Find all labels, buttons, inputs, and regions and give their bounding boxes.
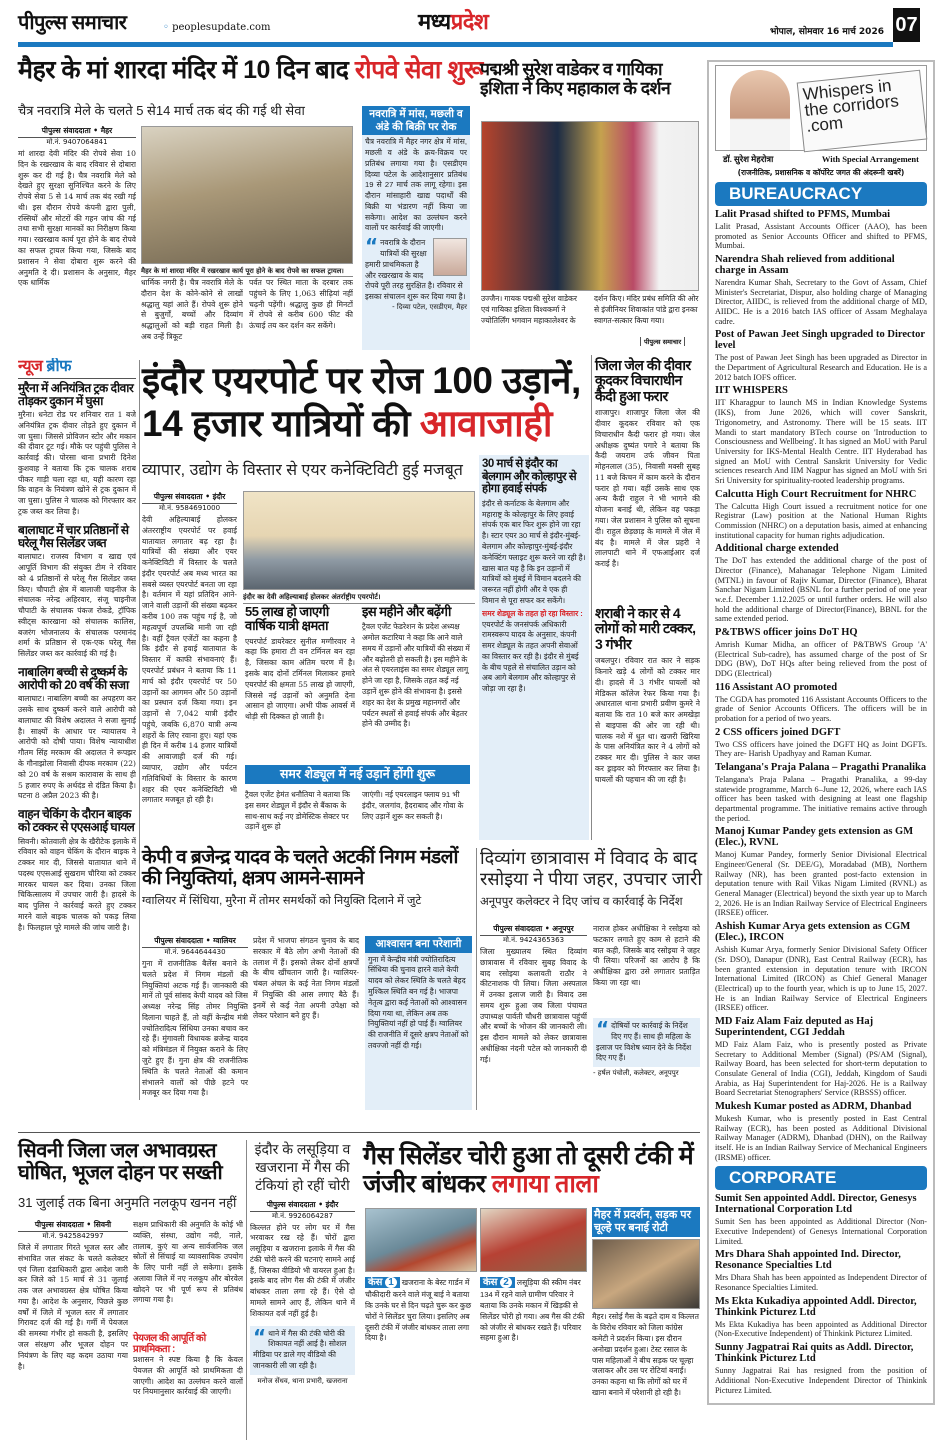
article-body: प्रशासन ने स्पष्ट किया है कि केवल पेयजल की आपूर्ति को प्राथमिकता दी जाएगी। आदेश का उल्लंघन करने वालों पर नियमानुसार कार्रवाई की जाएगी। bbox=[133, 1355, 243, 1397]
columnist-name: डॉ. सुरेश मेहरोत्रा bbox=[723, 154, 774, 164]
column-divider bbox=[139, 360, 140, 1100]
whisper-headline: Sumit Sen appointed Addl. Director, Genesys International Corporation Ltd bbox=[715, 1193, 917, 1216]
whispers-column bbox=[707, 60, 935, 1405]
cylinder-photo-2 bbox=[480, 1208, 587, 1272]
website-text: peoplesupdate.com bbox=[172, 22, 271, 33]
mobile-number: मो.नं. 9584691000 bbox=[158, 504, 221, 512]
section-header-bureaucracy: BUREAUCRACY bbox=[715, 182, 927, 206]
quote-icon: “ bbox=[253, 1324, 267, 1349]
whisper-headline: MD Faiz Alam Faiz deputed as Haj Superintendent, CGI Jeddah bbox=[715, 1015, 874, 1038]
quote-attribution: मनोज सेंधव, थाना प्रभारी, खजराना bbox=[257, 1376, 348, 1385]
columnist-credit bbox=[715, 154, 927, 165]
indore-headline bbox=[142, 360, 592, 445]
maihar-sidebar bbox=[362, 106, 470, 350]
case-1 bbox=[365, 1276, 477, 1344]
gas-headline bbox=[363, 1143, 703, 1198]
byline: पीपुल्स संवाददाता • अनूपपुर bbox=[480, 924, 587, 936]
brief-body: मुरैना। धनेटा रोड पर शनिवार रात 1 बजे अनियंत्रित ट्रक दीवार तोड़ते हुए दुकान में जा घुसा। जिससे प्रोविजन स्टोर और मकान की दीवार टूट गई। मौके पर पहुंची पुलिस ने कार्रवाई की। पोरसा थाना प्रभारी दिनेश कुशवाह ने बताया कि ट्रक चालक शराब पीकर गाड़ी चला रहा था, यही कारण रहा कि वाहन के नियंत्रण खोने से ट्रक दुकान में जा घुसा। पुलिस ने चालक को गिरफ्तार कर ट्रक जब्त कर लिया है। bbox=[18, 409, 136, 516]
whisper-headline: Narendra Shah relieved from additional charge in Assam bbox=[715, 254, 895, 277]
brief-body: सिवनी। कोतवाली क्षेत्र के खैरीटेक इलाके में रविवार को वाहन चेकिंग के दौरान बाइक ने टक्कर मार दी, जिससे यातायात थाने में पदस्थ एएसआई सुखराम चौरिया को टक्कर मारकर घायल कर दिया। उनका जिला चिकित्सालय में उपचार जारी है। हादसे के बाद पुलिस ने कार्रवाई करते हुए टक्कर मारने वाले बाइक चालक को पकड़ लिया है। फिलहाल पूरे मामले की जांच जारी है। bbox=[18, 836, 136, 932]
quote-attribution: - दिव्या पटेल, एसडीएम, मैहर bbox=[392, 302, 467, 311]
whisper-headline: Manoj Kumar Pandey gets extension as GM (Elec.), RVNL bbox=[715, 826, 914, 849]
whisper-headline: Additional charge extended bbox=[715, 543, 839, 555]
divyang-col2 bbox=[593, 924, 700, 1078]
quote-icon: “ bbox=[596, 1017, 610, 1041]
whisper-body: Lalit Prasad, Assistant Accounts Officer (AAO), has been promoted as Senior Accounts Officer and shifted to PFMS, Mumbai. bbox=[715, 222, 927, 251]
whisper-body: Mrs Dhara Shah has been appointed as Independent Director of Resonance Specialties Limited. bbox=[715, 1273, 927, 1293]
whisper-body: Amrish Kumar Midha, an officer of P&TBWS Group 'A' (Electrical Sub-cadre), has assumed charge of the post of Sr DDG (BW), DoT HQs after being relieved from the post of DDG (Electrical) bbox=[715, 639, 927, 678]
indore-headline-line2: 14 हजार यात्रियों की bbox=[142, 402, 410, 444]
maihar-protest bbox=[592, 1207, 700, 1444]
news-brief-title bbox=[18, 358, 136, 379]
case-body bbox=[365, 1276, 477, 1344]
box-body: गुना में केन्द्रीय मंत्री ज्योतिरादित्य सिंधिया की चुनाव हारने वाले केपी यादव को लेकर स्थिति के चलते बेहद मुश्किल स्थिति बन गई है। भाजपा नेतृत्व द्वारा कई नेताओं को आश्वासन दिया गया था, लेकिन अब तक नियुक्तियां नहीं हो पाई हैं। ग्वालियर की राजनीति में दूसरे क्षत्रप नेताओं को तवज्जो नहीं दी गई। bbox=[368, 954, 469, 1050]
byline: पीपुल्स संवाददाता • ग्वालियर bbox=[142, 936, 248, 948]
accident-headline: शराबी ने कार से 4 लोगों को मारी टक्कर, 3 गंभीर bbox=[595, 605, 696, 652]
protest-photo bbox=[592, 1239, 700, 1309]
summer-body: जाएंगी। नई एयरलाइन फ्लाय 91 भी इंदौर, जलगांव, हैदराबाद और गोवा के लिए उड़ानें शुरू कर सकती है। bbox=[362, 790, 464, 821]
news-brief-column bbox=[18, 358, 136, 1098]
columnist-photo bbox=[730, 70, 790, 150]
whisper-body: Ashish Kumar Arya, formerly Senior Divisional Safety Officer (Sr. DSO), Danapur (DNR), East Central Railway (ECR), has been granted extension in deputation tenure with IRCON International Limited (IRCON) as Chief General Manager (Electrical) up to the fourth year, which is up to June 15, 2027. He is an Indian Railway Service of Electrical Engineers (IRSEE) officer. bbox=[715, 945, 927, 1013]
more-flights-box bbox=[362, 605, 474, 730]
whisper-body: Ms Ekta Kukadiya has been appointed as Additional Director (Non-Executive Independent) of Thinkink Picturez Limited. bbox=[715, 1319, 927, 1339]
quote-attribution: - हर्षल पंचोली, कलेक्टर, अनूपपुर bbox=[593, 1069, 679, 1078]
case-number: 1 bbox=[385, 1277, 397, 1288]
byline: पीपुल्स संवाददाता • मैहर bbox=[18, 126, 136, 138]
mahakal-headline: पद्मश्री सुरेश वाडेकर व गायिका इशिता ने किए महाकाल के दर्शन bbox=[480, 59, 671, 99]
belgaum-sidebar bbox=[479, 455, 589, 840]
protest-title: मैहर में प्रदर्शन, सड़क पर चूल्हे पर बनाई रोटी bbox=[592, 1207, 700, 1237]
whisper-body: The Calcutta High Court issued a recruitment notice for one Registrar (Law) position at the National Human Rights Commission (NHRC) on a deputation basis, aimed at enhancing institutional capacity for human rights adjudication. bbox=[715, 501, 927, 540]
website-link[interactable] bbox=[163, 22, 271, 33]
whisper-headline: Telangana's Praja Palana – Pragathi Pranalika bbox=[715, 762, 927, 774]
mobile-number: मो.नं. 9424365363 bbox=[502, 936, 565, 944]
sidebar-red-subhead: समर शेड्यूल के तहत हो रहा विस्तार : bbox=[482, 608, 583, 618]
article-body: मां शारदा देवी मंदिर की रोपवे सेवा 10 दिन के रखरखाव के बाद रविवार से दोबारा शुरू कर दी गई है। चैत्र नवरात्रि मेले को देखते हुए सुरक्षा सुनिश्चित करने के लिए रोपवे सेवा 5 से 14 मार्च तक बंद रखी गई थी। इस दौरान रोपवे कंपनी द्वारा पुली, रस्सियों और मोटरों की गहन जांच की गई तथा सभी सुरक्षा मानकों का निरीक्षण किया गया। रखरखाव कार्य पूरा होने के बाद रोपवे का सफल ट्रायल किया गया, जिसके बाद प्रशासन ने सेवा दोबारा शुरू करने की अनुमति दे दी। प्रशासन के अनुसार, मैहर एक धार्मिक bbox=[18, 149, 136, 288]
sidebar-title: नवरात्रि में मांस, मछली व अंडे की बिक्री पर रोक bbox=[362, 106, 470, 135]
case-badge bbox=[365, 1277, 400, 1288]
sdm-quote bbox=[365, 234, 467, 312]
article-body: किल्लत होने पर लोग घर में गैस भरवाकर रख रहे हैं। चोरों द्वारा लसूड़िया व खजराना इलाके में गैस की टंकी चोरी करने की घटनाएं सामने आई हैं, जिसका वीडियो भी वायरल हुआ है। इसके बाद लोग गैस की टंकी में जंजीर बांधकर ताला लगा रहे हैं। ऐसे दो मामले सामने आए हैं, लेकिन थाने में शिकायत दर्ज नहीं हुई है। bbox=[250, 1222, 355, 1318]
indore-col1 bbox=[142, 492, 237, 845]
whisper-headline: IIT WHISPERS bbox=[715, 385, 788, 397]
whisper-headline: Ms Ekta Kukadiya appointed Addl. Director, Thinkink Picturez Ltd bbox=[715, 1295, 917, 1318]
sidebar-title: 30 मार्च से इंदौर का बेलगाम और कोल्हापुर से होगा हवाई संपर्क bbox=[482, 458, 577, 496]
mobile-number: मो.नं. 9926064287 bbox=[271, 1211, 334, 1220]
section-rule bbox=[18, 1132, 700, 1133]
brief-headline: मुरैना में अनियंत्रित ट्रक दीवार तोड़कर दुकान में घुसा bbox=[18, 380, 134, 408]
sdm-photo bbox=[433, 238, 467, 276]
photo-caption: मैहर के मां शारदा मंदिर में रखरखाव कार्य पूरा होने के बाद रोपवे का सफल ट्रायल। bbox=[141, 265, 353, 277]
sivni-subhead: 31 जुलाई तक बिना अनुमति नलकूप खनन नहीं bbox=[18, 1195, 237, 1210]
sidebar-body: चैत्र नवरात्रि में मैहर नगर क्षेत्र में मांस, मछली व अंडे के क्रय-विक्रय पर प्रतिबंध लगाया गया है। एसडीएम दिव्या पटेल के आदेशानुसार प्रतिबंध 19 से 27 मार्च तक लागू रहेगा। इस दौरान मांसाहारी खाद्य पदार्थों की बिक्री या भंडारण नहीं किया जा सकेगा। आदेश का उल्लंघन करने वालों पर कार्रवाई की जाएगी। bbox=[365, 137, 467, 233]
article-body: देवी अहिल्याबाई होलकर अंतरराष्ट्रीय एयरपोर्ट पर हवाई यातायात लगातार बढ़ रहा है। यात्रियों की संख्या और एयर कनेक्टिविटी में विस्तार के चलते इंदौर एयरपोर्ट अब मध्य भारत का सबसे व्यस्त एयरपोर्ट बनता जा रहा है। वर्तमान में यहां प्रतिदिन आने-जाने वाली उड़ानों की संख्या बढ़कर करीब 100 तक पहुंच गई है, जो महत्वपूर्ण उपलब्धि मानी जा रही है। वहीं ट्रैवल एजेंटों का कहना है कि इंदौर से हवाई यातायात के विस्तार में काफी संभावनाएं हैं। एयरपोर्ट प्रबंधन ने बताया कि 11 मार्च को इंदौर एयरपोर्ट पर 50 उड़ानों का आगमन और 50 उड़ानों का प्रस्थान दर्ज किया गया। इन उड़ानों से 7,042 यात्री इंदौर पहुंचे, जबकि 6,870 यात्री अन्य शहरों के लिए रवाना हुए। यहां एक ही दिन में करीब 14 हजार यात्रियों की आवाजाही दर्ज की गई। व्यापार, उद्योग और पर्यटन गतिविधियों के विस्तार के कारण शहर की एयर कनेक्टिविटी भी लगातार मजबूत हो रही है। bbox=[142, 515, 237, 805]
column-divider bbox=[246, 1140, 247, 1440]
case-label: केस bbox=[483, 1277, 498, 1288]
whisper-headline: 2 CSS officers joined DGFT bbox=[715, 726, 841, 738]
gas-side-headline: इंदौर के लसूड़िया व खजराना में गैस की टंकियां हो रहीं चोरी bbox=[254, 1141, 351, 1194]
section-title bbox=[418, 10, 488, 34]
sidebar-body-2 bbox=[482, 609, 586, 695]
case-label: केस bbox=[368, 1277, 383, 1288]
divyang-subhead: अनूपपुर कलेक्टर ने दिए जांच व कार्रवाई के निर्देश bbox=[480, 896, 683, 908]
article-body: सक्षम प्राधिकारी की अनुमति के कोई भी व्यक्ति, संस्था, उद्योग नदी, नाले, तालाब, कुएं या अन्य सार्वजनिक जल स्रोतों से सिंचाई या व्यावसायिक उपयोग के लिए पानी नहीं ले सकेगा। इसके अलावा जिले में नए नलकूप और बोरवेल खोदने पर भी पूर्ण रूप से प्रतिबंध लगाया गया है। bbox=[133, 1220, 243, 1305]
section-header-corporate: CORPORATE bbox=[715, 1166, 927, 1190]
whisper-headline: Mukesh Kumar posted as ADRM, Dhanbad bbox=[715, 1100, 912, 1112]
whisper-body: Sumit Sen has been appointed as Additional Director (Non-Executive Independent) of Genesys International Corporation Limited. bbox=[715, 1217, 927, 1246]
whisper-headline: 116 Assistant AO promoted bbox=[715, 681, 838, 693]
box-body: ट्रैवल एजेंट फेडरेशन के प्रदेश अध्यक्ष अमोल कटारिया ने कहा कि आने वाले समय में उड़ानों और यात्रियों की संख्या में और बढ़ोतरी हो सकती है। इस महीने के अंत से एयरलाइंस का समर शेड्यूल लागू होने जा रहा है, जिसके तहत कई नई उड़ानें शुरू होने की संभावना है। इससे शहर का देश के प्रमुख महानगरों और पर्यटन स्थलों से हवाई संपर्क और बेहतर होने की उम्मीद है। bbox=[362, 622, 470, 729]
whisper-body: The post of Pawan Jeet Singh has been upgraded as Director in the Department of Agricultural Research and Education. He is a 2012 batch IOFS officer. bbox=[715, 353, 927, 382]
jail-story bbox=[595, 358, 700, 588]
summer-schedule-banner: समर शेड्यूल में नई उड़ानें होंगी शुरू bbox=[245, 765, 470, 784]
whisper-body: Sunny Jagpatrai Rai has resigned from the position of Additional Non-Executive Independent Director of Thinkink Picturez Limited. bbox=[715, 1366, 927, 1395]
quote-icon: “ bbox=[365, 234, 379, 259]
sidebar-body-text: एयरपोर्ट के जनसंपर्क अधिकारी रामस्वरूप यादव के अनुसार, कंपनी समर शेड्यूल के तहत अपनी सेवाओं का विस्तार कर रही है। इंदौर से मुंबई के बीच पहले से संचालित उड़ान को अब आगे बेलगाम और कोल्हापुर से जोड़ा जा रहा है। bbox=[482, 619, 579, 694]
case-badge bbox=[480, 1277, 515, 1288]
header-rule bbox=[18, 42, 893, 47]
quote-text: थाने में गैस की टंकी चोरी की शिकायत नहीं आई है। सोशल मीडिया पर डाले गए वीडियो की जानकारी ली जा रही है। bbox=[253, 1328, 347, 1370]
byline: पीपुल्स संवाददाता • इंदौर bbox=[142, 492, 237, 504]
summer-body: ट्रैवल एजेंट हेमंत धनौतिया ने बताया कि इस समर शेड्यूल में इंदौर से बैंकाक के साथ-साथ कई नए डोमेस्टिक सेक्टर पर उड़ानें शुरू हो bbox=[245, 790, 350, 832]
whisper-headline: Sunny Jagpatrai Rai quits as Addl. Director, Thinkink Picturez Ltd bbox=[715, 1342, 914, 1365]
news-brief-title-blue: ब्रीफ bbox=[46, 358, 71, 375]
box-title: आश्वासन बना परेशानी bbox=[365, 936, 472, 953]
case-text: खजराना के बेस्ट गार्डन में चौकीदारी करने वाले मंजू बाई ने बताया कि उनके घर से दिन चढ़ते चुरू कर कुछ चोरों ने सिलेंडर चुरा लिया। इसलिए अब दूसरी टंकी में जंजीर बांधकर ताला लगा दिया है। bbox=[365, 1278, 472, 1343]
photo-caption: दर्शन किए। मंदिर प्रबंध समिति की ओर से इंजीनियर शिवाकांत पांडे द्वारा इनका स्वागत-सत्कार किया गया। bbox=[594, 294, 699, 325]
gas-headline-red: लगाया ताला bbox=[491, 1169, 599, 1198]
jail-body: शाजापुर। शाजापुर जिला जेल की दीवार कूदकर रविवार को एक विचाराधीन कैदी फरार हो गया। जेल अधीक्षक दुष्यंत पगारे ने बताया कि कैदी जयराम उर्फ जीवन पिता मोहनलाल (35), निवासी मक्सी सुबह 11 बजे किचन में काम करने के दौरान फरार हो गया। वहीं उसके साथ एक अन्य कैदी राहुल ने भी भागने की योजना बनाई थी, लेकिन वह पकड़ा गया। जेल प्रशासन ने पुलिस को सूचना दी। राहुल छेड़छाड़ के मामले में जेल में बंद है। मामले में जेल प्रहरी ने लालपाटी थाने में एफआईआर दर्ज कराई है। bbox=[595, 408, 700, 569]
whispers-banner bbox=[715, 65, 927, 151]
sidebar-body: इंदौर से कर्नाटक के बेलगाम और महाराष्ट्र के कोल्हापुर के लिए हवाई संपर्क एक बार फिर शुरू होने जा रहा है। स्टार एयर 30 मार्च से इंदौर-मुंबई-बेलगाम और कोल्हापुर-मुंबई-इंदौर कनेक्टिंग फ्लाइट शुरू करने जा रही है। खास बात यह है कि इन उड़ानों में यात्रियों को मुंबई में विमान बदलने की जरूरत नहीं होगी और वे एक ही विमान से पूरा सफर कर सकेंगे। bbox=[482, 498, 586, 605]
maihar-col1 bbox=[18, 126, 136, 367]
box-title: इस महीने और बढ़ेंगी bbox=[362, 604, 451, 619]
ropeway-photo bbox=[141, 126, 353, 264]
divyang-headline: दिव्यांग छात्रावास में विवाद के बाद रसोइया ने पीया जहर, उपचार जारी bbox=[480, 848, 702, 890]
brief-headline: नाबालिग बच्ची से दुष्कर्म के आरोपी को 20 वर्ष की सजा bbox=[18, 664, 129, 693]
maihar-headline-red: रोपवे सेवा शुरू bbox=[354, 56, 483, 84]
mobile-number: मो.नं. 9425842997 bbox=[42, 1232, 104, 1240]
whispers-items bbox=[715, 182, 927, 1395]
byline: पीपुल्स संवाददाता • इंदौर bbox=[250, 1200, 355, 1212]
kp-subhead: ग्वालियर में सिंधिया, मुरैना में तोमर समर्थकों को नियुक्ति दिलाने में जुटे bbox=[142, 895, 422, 907]
sivni-col2 bbox=[133, 1220, 243, 1435]
box-title: 55 लाख हो जाएगी वार्षिक यात्री क्षमता bbox=[245, 604, 329, 634]
photo-caption: इंदौर का देवी अहिल्याबाई होलकर अंतर्राष्ट्रीय एयरपोर्ट। bbox=[243, 592, 475, 604]
globe-icon: ◦ bbox=[163, 22, 173, 33]
quote-text: नवरात्रि के दौरान यात्रियों की सुरक्षा हमारी प्राथमिकता है और रखरखाव के बाद रोपवे पूरी तरह सुरक्षित है। रविवार से इसका संचालन शुरू कर दिया गया है। bbox=[365, 238, 466, 302]
accident-story bbox=[595, 606, 700, 832]
section-title-black: मध्य bbox=[418, 9, 451, 34]
whisper-headline: P&TBWS officer joins DoT HQ bbox=[715, 626, 858, 638]
article-body: जिला मुख्यालय स्थित दिव्यांग छात्रावास में रविवार सुबह विवाद के बाद रसोइया कलावती राठौर ने कीटनाशक पी लिया। जिला अस्पताल में उनका इलाज जारी है। विवाद उस समय शुरू हुआ जब जिला पंचायत उपाध्यक्ष पार्वती चौधरी छात्रावास पहुंचीं और बच्चों के भोजन की जानकारी ली। इस दौरान मामले को लेकर छात्रावास अधीक्षिका नंदनी पटेल को जानकारी दी गई। bbox=[480, 947, 587, 1064]
brief-headline: बालाघाट में चार प्रतिष्ठानों से घरेलू गैस सिलेंडर जब्त bbox=[18, 522, 129, 550]
airport-photo bbox=[243, 491, 475, 590]
whisper-body: MD Faiz Alam Faiz, who is presently posted as Private Secretary to Additional Member (Signal) (PS/AM (Signal), Railway Board, has been selected for short-term deputation to Consulate General of India (CGI), Jeddah, Kingdom of Saudi Arabia, as Haj Superintendent for Haj-2026. He is a Railway Board Secretariat Stenographers' Service (RBSSS) officer. bbox=[715, 1039, 927, 1098]
maihar-headline-black: मैहर के मां शारदा मंदिर में 10 दिन बाद bbox=[18, 56, 349, 84]
kp-headline: केपी व ब्रजेन्द्र यादव के चलते अटकीं निगम मंडलों की नियुक्तियां, क्षत्रप आमने-सामने bbox=[142, 847, 458, 889]
divyang-col1 bbox=[480, 924, 587, 1117]
accident-body: जबलपुर। रविवार रात कार ने सड़क किनारे खड़े 4 लोगों को टक्कर मार दी। हादसे में 3 गंभीर घायलों को मेडिकल कॉलेज रेफर किया गया है। अधारताल थाना प्रभारी प्रवीण कुमरे ने बताया कि रात 10 बजे कार अमखेड़ा से बाइपास की ओर जा रही थी। चालक नशे में धुत था। खजरी खिरिया के पास अनियंत्रित कार ने 4 लोगों को टक्कर मार दी। पुलिस ने कार जब्त कर ड्राइवर को गिरफ्तार कर लिया है। घायलों की पहचान की जा रही है। bbox=[595, 656, 700, 784]
whisper-body: Telangana's Praja Palana – Pragathi Pranalika, a 99-day statewide programme, March 6–June 12, 2026, where each IAS officer has been tasked with designing at least one flagship departmental programme. The initiative remains active through the period. bbox=[715, 775, 927, 823]
case-body bbox=[480, 1276, 587, 1344]
article-body: धार्मिक नगरी है। चैत्र नवरात्रि मेले के दौरान देश के कोने-कोने से लाखों श्रद्धालु यहां आते हैं। रोपवे शुरू होने से बुजुर्गों, बच्चों और दिव्यांग श्रद्धालुओं को बड़ी राहत मिली है। अब उन्हें त्रिकूट bbox=[141, 278, 243, 341]
whisper-headline: Post of Pawan Jeet Singh upgraded to Director level bbox=[715, 329, 925, 352]
byline: पीपुल्स संवाददाता • सिवनी bbox=[18, 1220, 128, 1232]
case-number: 2 bbox=[500, 1277, 512, 1288]
arrangement-note: With Special Arrangement bbox=[821, 154, 919, 164]
case-text: लसूड़िया की स्कीम नंबर 134 में रहने वाले ग्रामीण परिवार ने बताया कि उनके मकान में खिड़की से सिलेंडर चोरी हो गया। अब गैस की टंकी को जंजीर से बांधकर रखते हैं। परिवार सहमा हुआ है। bbox=[480, 1278, 585, 1343]
article-body: नाराज होकर अधीक्षिका ने रसोइया को फटकार लगाते हुए काम से हटाने की बात कही, जिसके बाद रसोइया ने जहर पी लिया। परिजनों का आरोप है कि अधीक्षिका द्वारा उसे लगातार प्रताड़ित किया जा रहा था। bbox=[593, 924, 700, 987]
protest-body: मैहर। रसोई गैस के बढ़ते दाम व किल्लत के विरोध रविवार को जिला कांग्रेस कमेटी ने प्रदर्शन किया। इस दौरान अनोखा प्रदर्शन हुआ। टेस्ट रसाल के पास महिलाओं ने बीच सड़क पर चूल्हा जलाकर और उस पर रोटियां बनाईं। उनका कहना था कि लोगों को घर में खाना बनाने में परेशानी हो रही है। bbox=[592, 1312, 699, 1397]
column-tagline: (राजनीतिक, प्रशासनिक व कॉर्पोरेट जगत की अंदरूनी खबरें) bbox=[737, 168, 905, 177]
maihar-subhead: चैत्र नवरात्रि मेले के चलते 5 से14 मार्च तक बंद की गई थी सेवा bbox=[18, 103, 305, 118]
gas-headline-black: गैस सिलेंडर चोरी हुआ तो दूसरी टंकी में जंजीर बांधकर bbox=[363, 1142, 694, 1198]
indore-headline-red: आवाजाही bbox=[419, 402, 552, 444]
column-divider bbox=[476, 848, 477, 1110]
whisper-body: Mukesh Kumar, who is presently posted in East Central Railway (ECR), has been posted as Additional Divisional Railway Manager (ADRM), Dhanbad (DHN), on the Railway itself. He is an Indian Railway Service of Mechanical Engineers (IRSME) officer. bbox=[715, 1113, 927, 1162]
mahakal-photo bbox=[481, 121, 699, 291]
sivni-headline: सिवनी जिला जल अभावग्रस्त घोषित, भूजल दोहन पर सख्ती bbox=[18, 1140, 223, 1184]
indore-subhead: व्यापार, उद्योग के विस्तार से एयर कनेक्टिविटी हुई मजबूत bbox=[142, 462, 463, 479]
brief-body: बालाघाट। राजस्व विभाग व खाद्य एवं आपूर्ति विभाग की संयुक्त टीम ने रविवार को 4 प्रतिष्ठानों से घरेलू गैस सिलेंडर जब्त किए। चौपाटी क्षेत्र में बालाजी चाइनीज के संचालक नरेन्द्र अहिरवार, संजू चाइनीज चौपाटी के संचालक पंकज रोकडे, ट्रॉपिक स्वीट्स कारखाना को संचालक कालिस, बजरंग भोजनालय के संचालक परमानंद शर्मा के प्रतिष्ठान से एक-एक घरेलू गैस सिलेंडर जब्त कर कार्रवाई की गई है। bbox=[18, 552, 136, 659]
article-body: पर्वत पर स्थित माता के दरबार तक पहुंचने के लिए 1,063 सीढ़ियां नहीं चढ़नी पड़ेंगी। श्रद्धालु कुछ ही मिनटों में रोपवे से करीब 600 फीट की ऊंचाई तय कर दर्शन कर सकेंगे। bbox=[249, 278, 353, 331]
page-number: 07 bbox=[893, 8, 920, 42]
police-quote bbox=[250, 1326, 355, 1375]
sivni-col1 bbox=[18, 1220, 128, 1448]
whisper-headline: Ashish Kumar Arya gets extension as CGM (Elec.), IRCON bbox=[715, 921, 911, 944]
capacity-box bbox=[245, 605, 355, 723]
article-body: प्रदेश में भाजपा संगठन चुनाव के बाद सरकार में बैठे लोग अभी नेताओं की तलाश में हैं। इसको लेकर दोनों क्षत्रपों के बीच खींचतान जारी है। ग्वालियर-चंबल अंचल के कई नेता निगम मंडलों में नियुक्ति की आस लगाए बैठे हैं। इनमें से कई नेता अपनी उपेक्षा को लेकर परेशान बने हुए हैं। bbox=[253, 936, 359, 1021]
whisper-body: Two CSS officers have joined the DGFT HQ as Joint DGFTs. They are- Harish Upadhyay and Raman Kumar. bbox=[715, 739, 927, 759]
article-body: जिले में लगातार गिरते भूजल स्तर और संभावित जल संकट के चलते कलेक्टर एवं जिला दंडाधिकारी द्वारा आदेश जारी कर जिले को 15 मार्च से 31 जुलाई तक जल अभावग्रस्त क्षेत्र घोषित किया गया है। आदेश के अनुसार, पिछले कुछ वर्षों में जिले में भूजल स्तर में लगातार गिरावट दर्ज की गई है। गर्मी में पेयजल की समस्या गंभीर हो सकती है, इसलिए जल संरक्षण और भूजल दोहन पर नियंत्रण के लिए यह कदम उठाया गया है। bbox=[18, 1243, 128, 1371]
mobile-number: मो.नं. 9407064841 bbox=[46, 138, 108, 146]
column-divider bbox=[591, 355, 592, 840]
maihar-headline bbox=[18, 56, 483, 85]
whisper-body: IIT Kharagpur to launch MS in Indian Knowledge Systems (IKS), from June 2026, which will cover Sanskrit, Trigonometry, and Astronomy. There will be 15 seats. IIT Mandi to start mandatory BTech course on 'Introduction to Consciousness and Wellbeing'. It has signed an MoU with Parul University for IKS-Mental Health Centre. IIT Hyderabad has signed an MoU with Central Sanskrit University for Vedic sciences research And IIM Nagpur has signed an MoU with Sri Sri University for spirituality-rooted leadership programs. bbox=[715, 398, 927, 485]
jail-headline: जिला जेल की दीवार कूदकर विचाराधीन कैदी हुआ फरार bbox=[595, 357, 691, 404]
news-brief-title-red: न्यूज bbox=[18, 358, 43, 375]
collector-quote bbox=[593, 1018, 700, 1067]
whisper-headline: Lalit Prasad shifted to PFMS, Mumbai bbox=[715, 209, 890, 220]
edition-date: भोपाल, सोमवार 16 मार्च 2026 bbox=[770, 27, 884, 37]
kp-col1 bbox=[142, 936, 248, 1127]
gas-theft-indore bbox=[250, 1140, 355, 1386]
section-title-red: प्रदेश bbox=[450, 9, 489, 34]
case-2 bbox=[480, 1276, 587, 1344]
whisper-body: Narendra Kumar Shah, Secretary to the Govt of Assam, Chief Minister's Secretariat, Dispur, also holding charge of Managing Director, AIIDC, is relieved from the additional charge of MD, AIIDC. He is a 2016 batch IAS officer of Assam Meghalaya cadre. bbox=[715, 278, 927, 326]
paper-logo: पीपुल्स समाचार bbox=[18, 12, 127, 34]
brief-headline: वाहन चेकिंग के दौरान बाइक को टक्कर से एएसआई घायल bbox=[18, 807, 135, 835]
article-body: गुना में राजनीतिक बैलेंस बनाने के चलते प्रदेश में निगम मंडलों की नियुक्तियां अटक गई हैं। जानकारी की मानें तो पूर्व सांसद केपी यादव को जिस अध्यक्ष नरेन्द्र सिंह तोमर नियुक्ति दिलाना चाहते हैं, तो वहीं केन्द्रीय मंत्री ज्योतिरादित्य सिंधिया उनका बचाव कर रहे हैं। मुंगावली विधायक ब्रजेन्द्र यादव को मंत्रिमंडल में नियुक्त कराने के लिए जुटे हुए हैं। गुना क्षेत्र की राजनीतिक स्थिति के चलते नेताओं की कमान संभालने वालों को पीछे हटने पर मजबूर कर दिया गया है। bbox=[142, 959, 248, 1098]
red-subhead: पेयजल की आपूर्ति को प्राथमिकता : bbox=[133, 1333, 206, 1355]
assurance-box bbox=[365, 936, 472, 1110]
quote-text: दोषियों पर कार्रवाई के निर्देश दिए गए हैं। साथ ही महिला के इलाज पर विशेष ध्यान देने के निर्देश दिए गए हैं। bbox=[596, 1021, 692, 1063]
masthead bbox=[18, 8, 920, 46]
whisper-body: The DoT has extended the additional charge of the post of Director (Finance), Mahanagar Telephone Nigam Limited (MTNL) in favour of Rajiv Kumar, Director (Finance), Bharat Sanchar Nigam Limited (BSNL for a further period of one year w.e.f. December 1.12.2025 or until further orders. He will also hold the additional charge of Director(Finance), BBNL for the same extended period. bbox=[715, 556, 927, 624]
whisper-headline: Calcutta High Court Recruitment for NHRC bbox=[715, 488, 917, 500]
whisper-headline: Mrs Dhara Shah appointed Ind. Director, Resonance Specialties Ltd bbox=[715, 1249, 901, 1272]
cylinder-photo-1 bbox=[365, 1208, 477, 1272]
mobile-number: मो.नं. 9644644430 bbox=[164, 948, 226, 956]
whispers-logo: Whispers in the corridors .com bbox=[797, 70, 928, 153]
photo-caption: उज्जैन। गायक पद्मश्री सुरेश वाडेकर एवं गायिका इशिता विश्वकर्मा ने ज्योतिर्लिंग भगवान महाकालेश्वर के bbox=[481, 294, 577, 325]
brief-body: बालाघाट। नाबालिग बच्ची का अपहरण कर उसके साथ दुष्कर्म करने वाले आरोपी को बालाघाट की विशेष अदालत ने सजा सुनाई है। साक्ष्यों के आधार पर न्यायालय ने आरोपी को दोषी पाया। विशेष न्यायाधीश गौतम सिंह मरकाम की अदालत ने रूपझर के गौनाझोला निवासी दीपक मरकाम (22) को 20 वर्ष के सश्रम कारावास के साथ ही 5 हजार रुपए के अर्थदंड से दंडित किया है। घटना 8 अप्रैल 2023 की है। bbox=[18, 694, 136, 801]
box-body: एयरपोर्ट डायरेक्टर सुनील मग्गीरवार ने कहा कि हमारा टी वन टर्मिनल बन रहा है, जिसका काम अंतिम चरण में है। इसके बाद दोनों टर्मिनल मिलाकर हमारे एयरपोर्ट की क्षमता 55 लाख हो जाएगी, जिससे नई उड़ानों को अनुमति देना आसान हो जाएगा। अभी पीक आवर्स में थोड़ी सी दिक्कत हो जाती है। bbox=[245, 636, 355, 722]
whisper-body: Manoj Kumar Pandey, formerly Senior Divisional Electrical Engineer/General (Sr. DEE/G), Moradabad (MB), Northern Railway (NR), has been granted post-facto extension in deputation tenure with Rail Vikas Nigam Limited (RVNL) as General Manager (Electrical) beyond the sixth year up to March 2, 2026. He is an Indian Railway Service of Electrical Engineers (IRSEE) officer. bbox=[715, 850, 927, 918]
photo-credit: पीपुल्स समाचार bbox=[640, 337, 685, 346]
whisper-body: The CGDA has promoted 116 Assistant Accounts Officers to the grade of Senior Accounts Officers. The officers will be in probation for a period of two years. bbox=[715, 694, 927, 724]
indore-headline-line1: इंदौर एयरपोर्ट पर रोज 100 उड़ानें, bbox=[142, 360, 581, 401]
